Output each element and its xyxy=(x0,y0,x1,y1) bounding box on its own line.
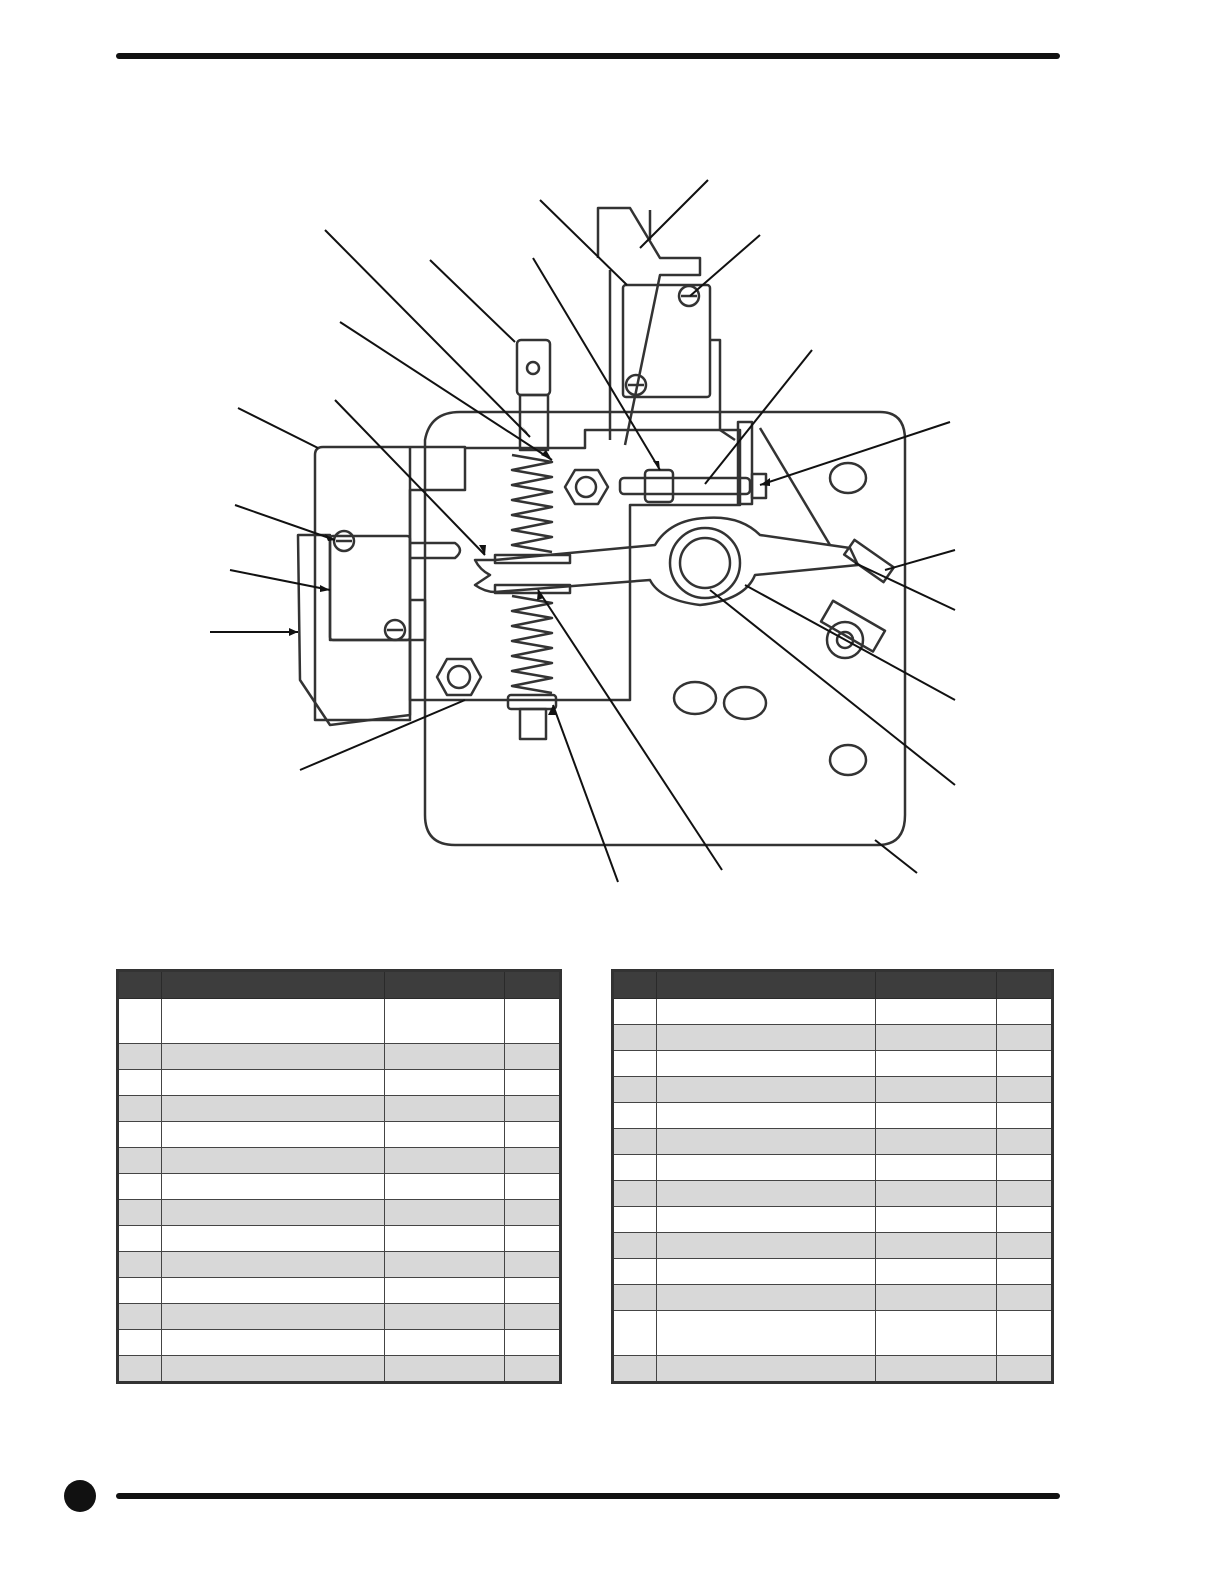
table-row xyxy=(118,999,561,1044)
table-row xyxy=(118,1356,561,1383)
parts-table-left xyxy=(116,969,562,1384)
table-row xyxy=(613,1285,1053,1311)
table-cell xyxy=(118,1122,162,1148)
table-cell xyxy=(118,1200,162,1226)
table-cell xyxy=(162,999,385,1044)
table-cell xyxy=(118,1174,162,1200)
table-row xyxy=(613,1311,1053,1356)
table-cell xyxy=(504,1252,560,1278)
plate-hole-1 xyxy=(830,463,866,493)
table-cell xyxy=(996,1207,1052,1233)
table-cell xyxy=(875,1233,996,1259)
page-number-badge xyxy=(64,1480,96,1512)
table-row xyxy=(118,1200,561,1226)
table-cell xyxy=(384,1148,504,1174)
table-row xyxy=(613,1207,1053,1233)
table-cell xyxy=(657,1233,875,1259)
table-row xyxy=(613,1259,1053,1285)
table-cell xyxy=(996,1129,1052,1155)
table-cell xyxy=(875,1259,996,1285)
table-cell xyxy=(118,999,162,1044)
table-cell xyxy=(504,1096,560,1122)
table-cell xyxy=(162,1096,385,1122)
table-row xyxy=(613,1025,1053,1051)
table-cell xyxy=(384,1174,504,1200)
table-row xyxy=(118,1252,561,1278)
header-item xyxy=(118,971,162,999)
table-cell xyxy=(996,1233,1052,1259)
table-cell xyxy=(384,1200,504,1226)
table-cell xyxy=(613,1356,657,1383)
left-switch-plunger xyxy=(410,543,460,558)
table-cell xyxy=(613,1311,657,1356)
header-quantity xyxy=(504,971,560,999)
table-row xyxy=(118,1148,561,1174)
table-cell xyxy=(504,1200,560,1226)
table-cell xyxy=(875,1285,996,1311)
table-cell xyxy=(504,1330,560,1356)
table-cell xyxy=(162,1044,385,1070)
table-cell xyxy=(996,1155,1052,1181)
table-row xyxy=(118,1278,561,1304)
table-cell xyxy=(996,1103,1052,1129)
table-cell xyxy=(384,1044,504,1070)
header-item xyxy=(613,971,657,999)
table-cell xyxy=(504,1070,560,1096)
table-cell xyxy=(504,1044,560,1070)
plate-hole-4 xyxy=(830,745,866,775)
footer-rule xyxy=(116,1493,1060,1499)
table-cell xyxy=(875,1181,996,1207)
table-row xyxy=(613,1077,1053,1103)
table-row xyxy=(613,1155,1053,1181)
table-cell xyxy=(657,1155,875,1181)
table-cell xyxy=(613,1285,657,1311)
table-cell xyxy=(162,1330,385,1356)
table-cell xyxy=(996,999,1052,1025)
table-cell xyxy=(657,1103,875,1129)
table-row xyxy=(118,1174,561,1200)
table-cell xyxy=(118,1096,162,1122)
arm-tip xyxy=(844,540,894,582)
table-cell xyxy=(613,999,657,1025)
table-row xyxy=(613,1181,1053,1207)
table-cell xyxy=(118,1226,162,1252)
table-cell xyxy=(384,1252,504,1278)
pivot-bushing-inner xyxy=(680,538,730,588)
table-header-row xyxy=(613,971,1053,999)
table-cell xyxy=(504,1226,560,1252)
table-header-row xyxy=(118,971,561,999)
table-cell xyxy=(162,1174,385,1200)
table-cell xyxy=(384,1278,504,1304)
table-row xyxy=(118,1304,561,1330)
table-cell xyxy=(118,1356,162,1383)
table-cell xyxy=(384,1096,504,1122)
table-cell xyxy=(875,1207,996,1233)
table-cell xyxy=(875,1025,996,1051)
plate-hole-3 xyxy=(724,687,766,719)
table-cell xyxy=(613,1129,657,1155)
table-cell xyxy=(875,1311,996,1356)
parts-table-right xyxy=(611,969,1054,1384)
header-part-number xyxy=(875,971,996,999)
table-cell xyxy=(996,1311,1052,1356)
table-cell xyxy=(657,1129,875,1155)
table-cell xyxy=(996,1181,1052,1207)
table-cell xyxy=(504,1148,560,1174)
table-cell xyxy=(875,1103,996,1129)
table-cell xyxy=(657,1356,875,1383)
table-cell xyxy=(162,1122,385,1148)
table-cell xyxy=(996,1051,1052,1077)
table-row xyxy=(118,1330,561,1356)
table-cell xyxy=(504,1356,560,1383)
table-cell xyxy=(657,1311,875,1356)
table-cell xyxy=(118,1252,162,1278)
lower-spring xyxy=(512,596,552,693)
table-cell xyxy=(996,1025,1052,1051)
header-description xyxy=(162,971,385,999)
table-row xyxy=(613,1051,1053,1077)
table-cell xyxy=(657,1181,875,1207)
table-cell xyxy=(875,999,996,1025)
table-cell xyxy=(162,1278,385,1304)
upper-spring xyxy=(512,455,552,552)
hex-nut-top xyxy=(565,470,608,504)
table-row xyxy=(118,1070,561,1096)
left-switch-lever xyxy=(410,600,425,640)
adjust-screw-nut xyxy=(645,470,673,502)
table-row xyxy=(613,1356,1053,1383)
table-row xyxy=(118,1226,561,1252)
table-cell xyxy=(504,1304,560,1330)
top-terminal xyxy=(517,340,550,395)
table-cell xyxy=(118,1278,162,1304)
top-bracket xyxy=(598,208,700,445)
table-cell xyxy=(118,1044,162,1070)
adjust-screw-shaft xyxy=(620,478,750,494)
table-row xyxy=(613,1103,1053,1129)
table-cell xyxy=(162,1304,385,1330)
spring-nut xyxy=(508,695,556,709)
table-cell xyxy=(613,1051,657,1077)
table-cell xyxy=(996,1356,1052,1383)
table-cell xyxy=(613,1025,657,1051)
table-cell xyxy=(613,1077,657,1103)
header-part-number xyxy=(384,971,504,999)
table-cell xyxy=(657,999,875,1025)
table-row xyxy=(613,1233,1053,1259)
table-cell xyxy=(504,1278,560,1304)
table-row xyxy=(118,1096,561,1122)
table-cell xyxy=(996,1259,1052,1285)
table-cell xyxy=(996,1077,1052,1103)
table-row xyxy=(118,1044,561,1070)
table-cell xyxy=(657,1285,875,1311)
table-cell xyxy=(162,1070,385,1096)
hex-nut-bottom xyxy=(437,659,481,695)
table-cell xyxy=(613,1259,657,1285)
table-cell xyxy=(162,1148,385,1174)
table-cell xyxy=(384,1304,504,1330)
table-cell xyxy=(162,1226,385,1252)
table-cell xyxy=(384,1122,504,1148)
table-cell xyxy=(875,1356,996,1383)
table-cell xyxy=(384,1330,504,1356)
table-cell xyxy=(118,1070,162,1096)
table-cell xyxy=(613,1103,657,1129)
table-cell xyxy=(384,1226,504,1252)
table-cell xyxy=(996,1285,1052,1311)
table-cell xyxy=(657,1207,875,1233)
table-cell xyxy=(875,1051,996,1077)
spring-rod-end xyxy=(520,709,546,739)
table-cell xyxy=(384,1356,504,1383)
table-cell xyxy=(504,1174,560,1200)
table-cell xyxy=(118,1304,162,1330)
table-cell xyxy=(613,1207,657,1233)
table-cell xyxy=(875,1155,996,1181)
table-row xyxy=(613,999,1053,1025)
table-cell xyxy=(118,1330,162,1356)
table-cell xyxy=(613,1233,657,1259)
table-cell xyxy=(162,1356,385,1383)
header-description xyxy=(657,971,875,999)
table-cell xyxy=(384,1070,504,1096)
table-cell xyxy=(657,1077,875,1103)
table-cell xyxy=(384,999,504,1044)
table-cell xyxy=(875,1129,996,1155)
table-row xyxy=(118,1122,561,1148)
header-quantity xyxy=(996,971,1052,999)
top-switch-lever xyxy=(710,340,735,440)
table-cell xyxy=(875,1077,996,1103)
table-cell xyxy=(162,1252,385,1278)
table-row xyxy=(613,1129,1053,1155)
table-cell xyxy=(657,1051,875,1077)
table-cell xyxy=(118,1148,162,1174)
table-cell xyxy=(162,1200,385,1226)
table-cell xyxy=(613,1155,657,1181)
table-cell xyxy=(613,1181,657,1207)
left-bracket xyxy=(315,447,465,720)
table-cell xyxy=(504,999,560,1044)
table-cell xyxy=(657,1025,875,1051)
table-cell xyxy=(504,1122,560,1148)
plate-hole-2 xyxy=(674,682,716,714)
table-cell xyxy=(657,1259,875,1285)
